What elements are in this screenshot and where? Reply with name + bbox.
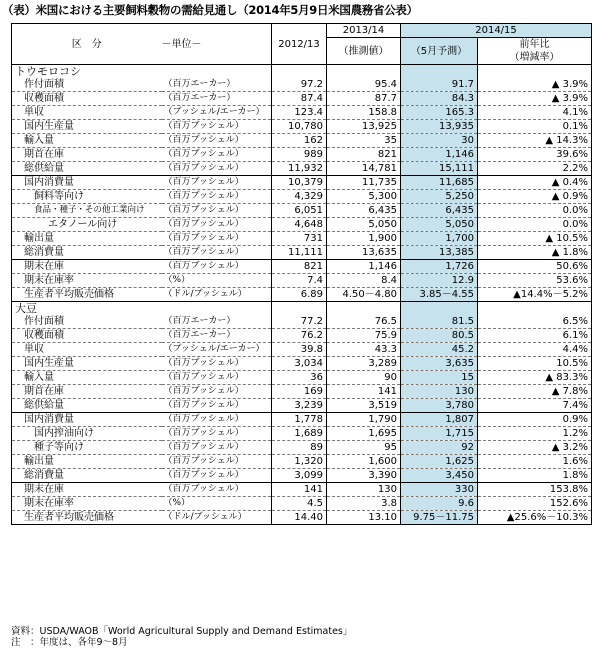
table-row — [12, 232, 592, 246]
value-change: ▲14.4%－5.2% — [478, 288, 592, 302]
value-2012-13: 3,099 — [272, 469, 327, 483]
value-2012-13: 11,932 — [272, 162, 327, 176]
value-change: 152.6% — [478, 497, 592, 511]
table-row — [12, 134, 592, 148]
table-row — [12, 329, 592, 343]
row-item: 輸出量 — [12, 232, 162, 246]
value-change: 7.4% — [478, 399, 592, 413]
row-unit: （%） — [162, 497, 272, 511]
value-2012-13: 141 — [272, 483, 327, 497]
header-change-line2: （増減率） — [509, 52, 560, 63]
table-row — [12, 246, 592, 260]
value-change: 4.1% — [478, 106, 592, 120]
table-row — [12, 92, 592, 106]
value-2014-15: 15,111 — [401, 162, 478, 176]
header-2012: 2012/13 — [272, 24, 327, 65]
value-2012-13: 4.5 — [272, 497, 327, 511]
value-2013-14: 13,635 — [327, 246, 401, 260]
value-2012-13: 4,329 — [272, 190, 327, 204]
header-category: 区 分 — [71, 38, 102, 50]
row-item: 期末在庫 — [12, 483, 162, 497]
value-2014-15: 84.3 — [401, 92, 478, 106]
row-unit: （百万ブッシェル） — [162, 260, 272, 274]
table-row — [12, 483, 592, 497]
value-2013-14: 1,900 — [327, 232, 401, 246]
row-unit: （百万ブッシェル） — [162, 218, 272, 232]
section-header-cell — [401, 302, 478, 316]
row-unit: （ブッシェル/エーカー） — [162, 106, 272, 120]
row-item: 総消費量 — [12, 246, 162, 260]
table-row — [12, 190, 592, 204]
row-unit: （百万ブッシェル） — [162, 371, 272, 385]
value-change: 0.9% — [478, 413, 592, 427]
value-2014-15: 1,726 — [401, 260, 478, 274]
value-2013-14: 95.4 — [327, 78, 401, 92]
header-unit: －単位－ — [161, 38, 202, 50]
value-2012-13: 89 — [272, 441, 327, 455]
table-row — [12, 371, 592, 385]
row-item: 飼料等向け — [12, 190, 162, 204]
value-2014-15: 91.7 — [401, 78, 478, 92]
value-change: 10.5% — [478, 357, 592, 371]
value-2012-13: 76.2 — [272, 329, 327, 343]
row-unit: （百万ブッシェル） — [162, 162, 272, 176]
row-unit: （百万ブッシェル） — [162, 204, 272, 218]
row-item: 単収 — [12, 106, 162, 120]
section-header-cell — [272, 302, 327, 316]
value-change: 0.0% — [478, 204, 592, 218]
value-2013-14: 1,146 — [327, 260, 401, 274]
row-item: 国内生産量 — [12, 120, 162, 134]
row-unit: （百万ブッシェル） — [162, 246, 272, 260]
value-2012-13: 821 — [272, 260, 327, 274]
value-2014-15: 6,435 — [401, 204, 478, 218]
value-2013-14: 35 — [327, 134, 401, 148]
header-unit-cell — [162, 24, 272, 65]
row-unit: （百万ブッシェル） — [162, 148, 272, 162]
table-row — [12, 204, 592, 218]
row-unit: （百万ブッシェル） — [162, 483, 272, 497]
row-item: 単収 — [12, 343, 162, 357]
row-unit: （ブッシェル/エーカー） — [162, 343, 272, 357]
row-item: 総消費量 — [12, 469, 162, 483]
value-change: ▲ 1.8% — [478, 246, 592, 260]
row-item: 期首在庫 — [12, 148, 162, 162]
row-item: 作付面積 — [12, 315, 162, 329]
value-2012-13: 6.89 — [272, 288, 327, 302]
table-row — [12, 78, 592, 92]
value-2014-15: 1,625 — [401, 455, 478, 469]
header-change — [478, 38, 592, 65]
value-2014-15: 13,385 — [401, 246, 478, 260]
row-item: 作付面積 — [12, 78, 162, 92]
table-row — [12, 427, 592, 441]
row-item: 輸入量 — [12, 371, 162, 385]
row-unit: （百万ブッシェル） — [162, 399, 272, 413]
value-2014-15: 1,146 — [401, 148, 478, 162]
value-2012-13: 1,320 — [272, 455, 327, 469]
value-2014-15: 5,050 — [401, 218, 478, 232]
table-row — [12, 148, 592, 162]
value-2014-15: 45.2 — [401, 343, 478, 357]
value-2013-14: 1,600 — [327, 455, 401, 469]
value-change: 1.2% — [478, 427, 592, 441]
value-change: ▲25.6%－10.3% — [478, 511, 592, 525]
table-row — [12, 260, 592, 274]
value-2013-14: 14,781 — [327, 162, 401, 176]
row-unit: （百万ブッシェル） — [162, 134, 272, 148]
header-2014: 2014/15 — [401, 24, 592, 38]
row-unit: （百万ブッシェル） — [162, 357, 272, 371]
value-2012-13: 14.40 — [272, 511, 327, 525]
row-unit: （百万エーカー） — [162, 78, 272, 92]
value-2013-14: 821 — [327, 148, 401, 162]
value-change: 39.6% — [478, 148, 592, 162]
value-2012-13: 87.4 — [272, 92, 327, 106]
value-2013-14: 1,695 — [327, 427, 401, 441]
row-unit: （百万ブッシェル） — [162, 469, 272, 483]
value-change: ▲ 0.4% — [478, 176, 592, 190]
footer-note: 注 ：年度は、各年9～8月 — [11, 637, 128, 648]
row-unit: （百万ブッシェル） — [162, 441, 272, 455]
row-item: 輸出量 — [12, 455, 162, 469]
value-2012-13: 10,379 — [272, 176, 327, 190]
value-2012-13: 3,239 — [272, 399, 327, 413]
value-change: 1.6% — [478, 455, 592, 469]
value-change: 50.6% — [478, 260, 592, 274]
row-item: エタノール向け — [12, 218, 162, 232]
table-body — [12, 65, 592, 525]
value-2012-13: 36 — [272, 371, 327, 385]
value-change: 153.8% — [478, 483, 592, 497]
value-2014-15: 1,700 — [401, 232, 478, 246]
row-item: 収穫面積 — [12, 92, 162, 106]
value-2012-13: 3,034 — [272, 357, 327, 371]
row-unit: （百万エーカー） — [162, 329, 272, 343]
row-unit: （百万エーカー） — [162, 315, 272, 329]
value-2013-14: 13,925 — [327, 120, 401, 134]
row-item: 食品・種子・その他工業向け — [12, 204, 162, 218]
table-row — [12, 288, 592, 302]
table-row — [12, 413, 592, 427]
table-row — [12, 357, 592, 371]
row-item: 国内消費量 — [12, 413, 162, 427]
section-header-cell — [401, 65, 478, 79]
table-row — [12, 162, 592, 176]
value-2013-14: 90 — [327, 371, 401, 385]
row-unit: （百万ブッシェル） — [162, 413, 272, 427]
row-unit: （百万ブッシェル） — [162, 232, 272, 246]
header-2013: 2013/14 — [327, 24, 401, 38]
value-2014-15: 13,935 — [401, 120, 478, 134]
section-header-cell — [478, 65, 592, 79]
section-header-cell — [478, 302, 592, 316]
value-2013-14: 76.5 — [327, 315, 401, 329]
section-header-cell — [327, 65, 401, 79]
value-change: ▲ 3.9% — [478, 92, 592, 106]
row-unit: （百万ブッシェル） — [162, 455, 272, 469]
value-change: 0.0% — [478, 218, 592, 232]
section-name: トウモロコシ — [12, 65, 272, 79]
table-row — [12, 274, 592, 288]
value-change: ▲ 3.2% — [478, 441, 592, 455]
value-2012-13: 10,780 — [272, 120, 327, 134]
value-2012-13: 1,689 — [272, 427, 327, 441]
value-2013-14: 87.7 — [327, 92, 401, 106]
value-2013-14: 3.8 — [327, 497, 401, 511]
value-2013-14: 130 — [327, 483, 401, 497]
value-2014-15: 3.85－4.55 — [401, 288, 478, 302]
row-item: 総供給量 — [12, 399, 162, 413]
value-2013-14: 3,390 — [327, 469, 401, 483]
value-2012-13: 77.2 — [272, 315, 327, 329]
table-row — [12, 511, 592, 525]
value-2014-15: 92 — [401, 441, 478, 455]
row-item: 期末在庫率 — [12, 274, 162, 288]
value-2013-14: 8.4 — [327, 274, 401, 288]
value-change: ▲ 14.3% — [478, 134, 592, 148]
section-header-cell — [272, 65, 327, 79]
value-2014-15: 130 — [401, 385, 478, 399]
row-item: 国内生産量 — [12, 357, 162, 371]
table-row — [12, 441, 592, 455]
value-2012-13: 97.2 — [272, 78, 327, 92]
section-header-cell — [327, 302, 401, 316]
row-item: 総供給量 — [12, 162, 162, 176]
value-change: 6.1% — [478, 329, 592, 343]
table-row — [12, 497, 592, 511]
value-2013-14: 6,435 — [327, 204, 401, 218]
value-2013-14: 5,300 — [327, 190, 401, 204]
value-2013-14: 141 — [327, 385, 401, 399]
value-2013-14: 95 — [327, 441, 401, 455]
header-2014-sub: （5月予測） — [401, 38, 478, 65]
value-2013-14: 1,790 — [327, 413, 401, 427]
table-row — [12, 106, 592, 120]
value-change: ▲ 3.9% — [478, 78, 592, 92]
row-item: 輸入量 — [12, 134, 162, 148]
row-unit: （ドル/ブッシェル） — [162, 288, 272, 302]
row-unit: （ドル/ブッシェル） — [162, 511, 272, 525]
row-item: 種子等向け — [12, 441, 162, 455]
value-2012-13: 162 — [272, 134, 327, 148]
row-unit: （百万ブッシェル） — [162, 190, 272, 204]
table-row — [12, 218, 592, 232]
value-2013-14: 158.8 — [327, 106, 401, 120]
header-2013-sub: （推測値） — [327, 38, 401, 65]
section-header — [12, 65, 592, 79]
value-2014-15: 5,250 — [401, 190, 478, 204]
value-2012-13: 7.4 — [272, 274, 327, 288]
header-category-cell — [12, 24, 162, 65]
value-2013-14: 3,289 — [327, 357, 401, 371]
value-2014-15: 165.3 — [401, 106, 478, 120]
table-row — [12, 385, 592, 399]
footer — [11, 626, 352, 648]
table-row — [12, 399, 592, 413]
value-2013-14: 13.10 — [327, 511, 401, 525]
value-2013-14: 4.50－4.80 — [327, 288, 401, 302]
value-2014-15: 330 — [401, 483, 478, 497]
row-unit: （百万エーカー） — [162, 92, 272, 106]
table-title: （表）米国における主要飼料穀物の需給見通し（2014年5月9日米国農務省公表） — [2, 3, 418, 17]
value-2013-14: 3,519 — [327, 399, 401, 413]
row-item: 期末在庫 — [12, 260, 162, 274]
value-2012-13: 989 — [272, 148, 327, 162]
row-item: 国内搾油向け — [12, 427, 162, 441]
value-2014-15: 3,450 — [401, 469, 478, 483]
table-row — [12, 469, 592, 483]
row-unit: （百万ブッシェル） — [162, 120, 272, 134]
table-row — [12, 455, 592, 469]
value-2013-14: 43.3 — [327, 343, 401, 357]
value-change: 2.2% — [478, 162, 592, 176]
value-2014-15: 30 — [401, 134, 478, 148]
footer-source: 資料：USDA/WAOB「World Agricultural Supply and Demand Estimates」 — [11, 626, 353, 637]
value-2013-14: 5,050 — [327, 218, 401, 232]
value-change: 1.8% — [478, 469, 592, 483]
value-2014-15: 3,635 — [401, 357, 478, 371]
value-2012-13: 731 — [272, 232, 327, 246]
value-change: ▲ 83.3% — [478, 371, 592, 385]
row-item: 期首在庫 — [12, 385, 162, 399]
row-item: 収穫面積 — [12, 329, 162, 343]
value-2014-15: 12.9 — [401, 274, 478, 288]
value-2014-15: 11,685 — [401, 176, 478, 190]
value-change: ▲ 0.9% — [478, 190, 592, 204]
value-2013-14: 11,735 — [327, 176, 401, 190]
value-2014-15: 9.6 — [401, 497, 478, 511]
value-2014-15: 15 — [401, 371, 478, 385]
value-2014-15: 1,715 — [401, 427, 478, 441]
value-2014-15: 80.5 — [401, 329, 478, 343]
row-item: 生産者平均販売価格 — [12, 288, 162, 302]
value-change: 6.5% — [478, 315, 592, 329]
row-unit: （%） — [162, 274, 272, 288]
table-row — [12, 176, 592, 190]
value-2012-13: 6,051 — [272, 204, 327, 218]
row-item: 期末在庫率 — [12, 497, 162, 511]
table-row — [12, 315, 592, 329]
row-item: 生産者平均販売価格 — [12, 511, 162, 525]
value-2012-13: 169 — [272, 385, 327, 399]
header-change-line1: 前年比 — [519, 39, 550, 50]
value-change: 4.4% — [478, 343, 592, 357]
value-2012-13: 4,648 — [272, 218, 327, 232]
value-change: 0.1% — [478, 120, 592, 134]
row-unit: （百万ブッシェル） — [162, 385, 272, 399]
table-row — [12, 343, 592, 357]
row-unit: （百万ブッシェル） — [162, 176, 272, 190]
value-change: 53.6% — [478, 274, 592, 288]
supply-demand-table — [11, 23, 592, 525]
value-2012-13: 39.8 — [272, 343, 327, 357]
value-2014-15: 3,780 — [401, 399, 478, 413]
row-item: 国内消費量 — [12, 176, 162, 190]
value-change: ▲ 10.5% — [478, 232, 592, 246]
value-2012-13: 123.4 — [272, 106, 327, 120]
value-change: ▲ 7.8% — [478, 385, 592, 399]
section-header — [12, 302, 592, 316]
value-2014-15: 81.5 — [401, 315, 478, 329]
table-row — [12, 120, 592, 134]
value-2012-13: 1,778 — [272, 413, 327, 427]
row-unit: （百万ブッシェル） — [162, 427, 272, 441]
value-2013-14: 75.9 — [327, 329, 401, 343]
value-2014-15: 9.75－11.75 — [401, 511, 478, 525]
section-name: 大豆 — [12, 302, 272, 316]
value-2014-15: 1,807 — [401, 413, 478, 427]
value-2012-13: 11,111 — [272, 246, 327, 260]
